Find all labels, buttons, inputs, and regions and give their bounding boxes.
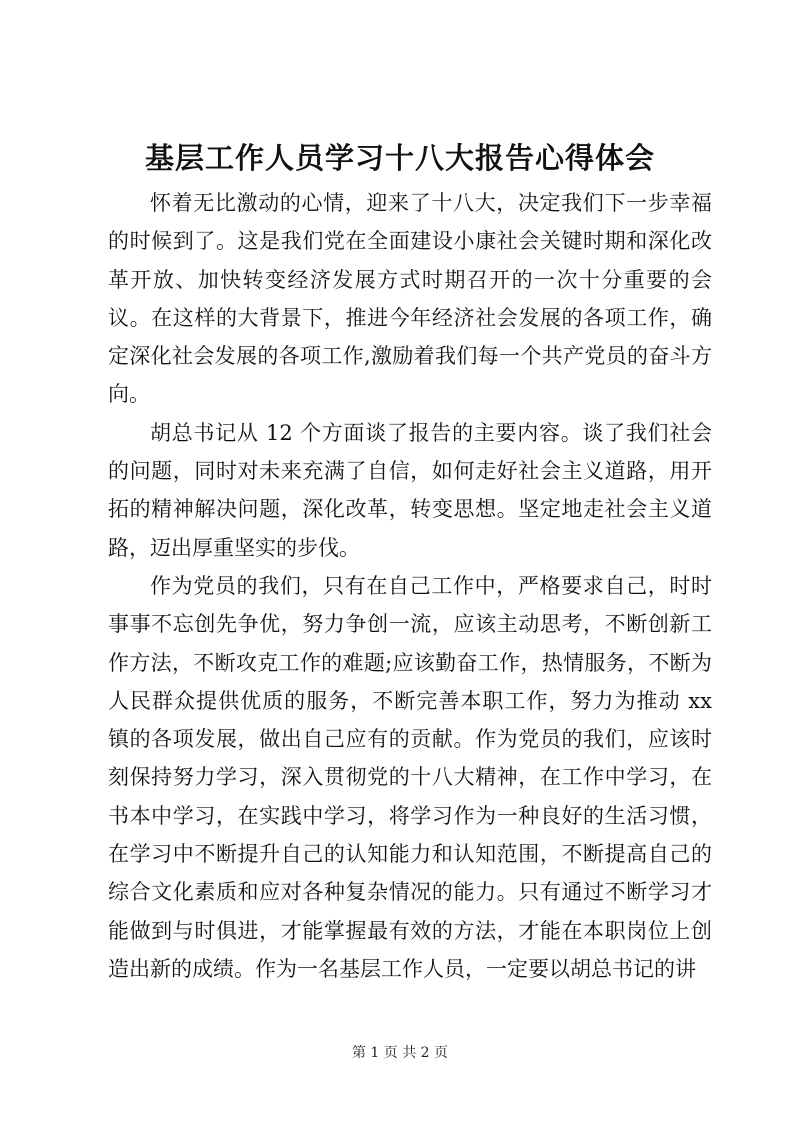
paragraph-1: 怀着无比激动的心情，迎来了十八大，决定我们下一步幸福的时候到了。这是我们党在全面建设小康社会关键时期和深化改革开放、加快转变经济发展方式时期召开的一次十分重要的会议。在这样的大背景下，推进今年经济社会发展的各项工作，确定深化社会发展的各项工作,激励着我们每一个共产党员的奋斗方向。 — [108, 191, 712, 407]
page-number-footer: 第 1 页 共 2 页 — [351, 1045, 449, 1061]
document-title: 基层工作人员学习十八大报告心得体会 — [144, 141, 655, 175]
paragraph-3: 作为党员的我们，只有在自己工作中，严格要求自己，时时事事不忘创先争优，努力争创一流，应该主动思考，不断创新工作方法，不断攻克工作的难题;应该勤奋工作，热情服务，不断为人民群众提供优质的服务，不断完善本职工作，努力为推动 xx 镇的各项发展，做出自己应有的贡献。作为党员的我们，应该时刻保持努力学习，深入贯彻党的十八大精神，在工作中学习，在书本中学习，在实践中学习，将学习作为一种良好的生活习惯，在学习中不断提升自己的认知能力和认知范围，不断提高自己的综合文化素质和应对各种复杂情况的能力。只有通过不断学习才能做到与时俱进，才能掌握最有效的方法，才能在本职岗位上创造出新的成绩。作为一名基层工作人员，一定要以胡总书记的讲 — [108, 573, 712, 981]
document-body — [108, 184, 712, 988]
paragraph-2: 胡总书记从 12 个方面谈了报告的主要内容。谈了我们社会的问题，同时对未来充满了自信，如何走好社会主义道路，用开拓的精神解决问题，深化改革，转变思想。坚定地走社会主义道路，迈出厚重坚实的步伐。 — [108, 420, 712, 560]
